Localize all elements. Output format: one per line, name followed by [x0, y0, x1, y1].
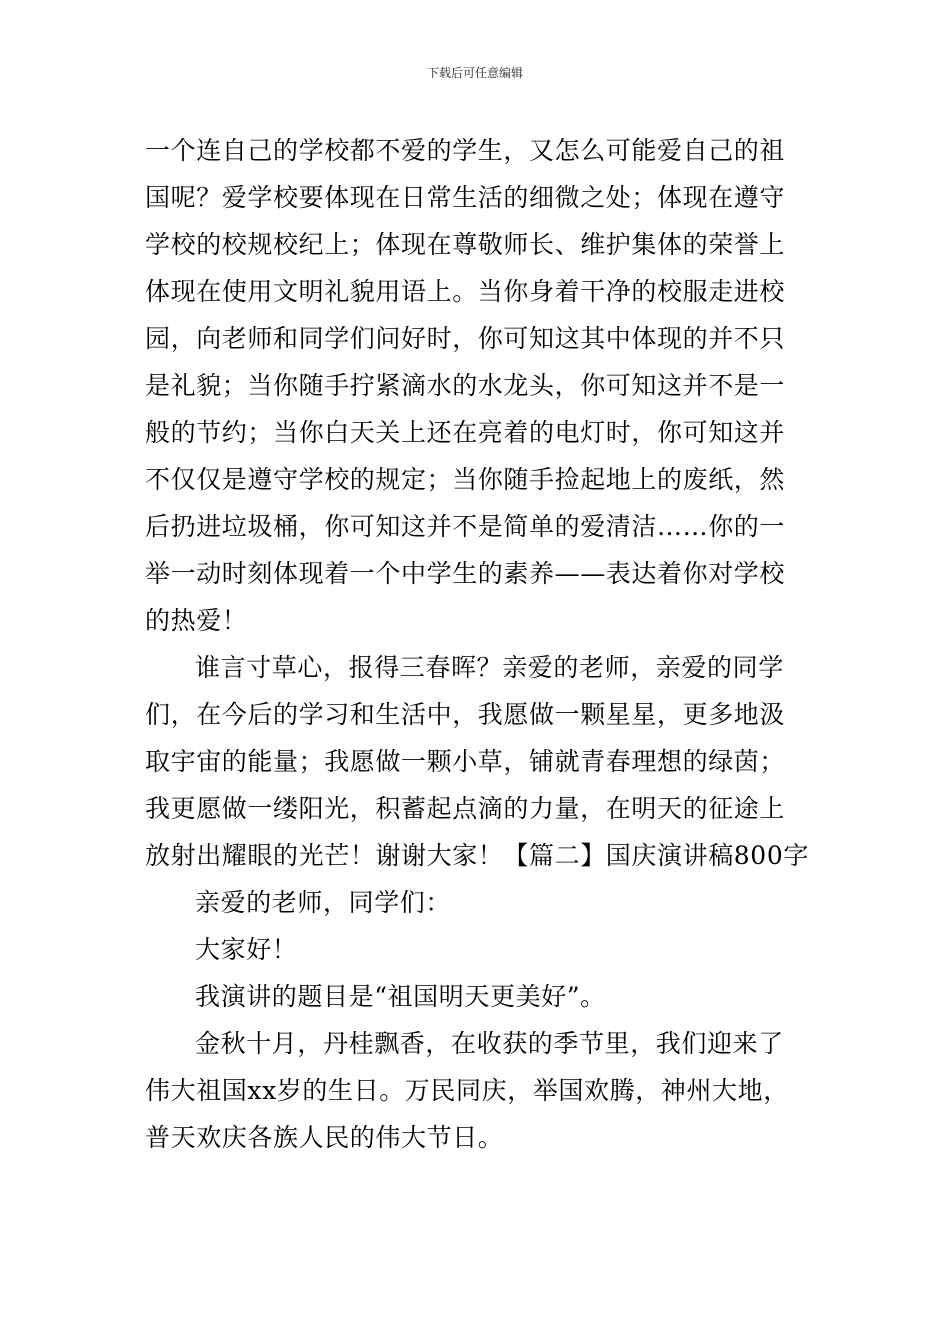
- body-line-1: 一个连自己的学校都不爱的学生，又怎么可能爱自己的祖: [145, 136, 786, 165]
- page-header-note: 下载后可任意编辑: [426, 66, 523, 80]
- body-line-9: 后扔进垃圾桶，你可知这并不是简单的爱清洁……你的一: [145, 512, 786, 541]
- body-line-15: 我更愿做一缕阳光，积蓄起点滴的力量，在明天的征途上: [145, 794, 786, 823]
- body-line-16: 放射出耀眼的光芒！谢谢大家！【篇二】国庆演讲稿800字: [145, 841, 809, 870]
- body-line-21: 伟大祖国xx岁的生日。万民同庆，举国欢腾，神州大地，: [145, 1076, 789, 1105]
- body-line-19: 我演讲的题目是“祖国明天更美好”。: [195, 982, 606, 1011]
- body-line-20: 金秋十月，丹桂飘香，在收获的季节里，我们迎来了: [195, 1029, 784, 1058]
- body-line-3: 学校的校规校纪上；体现在尊敬师长、维护集体的荣誉上: [145, 230, 786, 259]
- body-line-2: 国呢？爱学校要体现在日常生活的细微之处；体现在遵守: [145, 183, 786, 212]
- body-line-4: 体现在使用文明礼貌用语上。当你身着干净的校服走进校: [145, 277, 786, 306]
- body-line-5: 园，向老师和同学们问好时，你可知这其中体现的并不只: [145, 324, 786, 353]
- body-line-7: 般的节约；当你白天关上还在亮着的电灯时，你可知这并: [145, 418, 786, 447]
- body-line-14: 取宇宙的能量；我愿做一颗小草，铺就青春理想的绿茵；: [145, 747, 786, 776]
- body-line-22: 普天欢庆各族人民的伟大节日。: [145, 1123, 504, 1152]
- body-line-13: 们，在今后的学习和生活中，我愿做一颗星星，更多地汲: [145, 700, 786, 729]
- body-line-12: 谁言寸草心，报得三春晖？亲爱的老师，亲爱的同学: [195, 653, 784, 682]
- body-line-10: 举一动时刻体现着一个中学生的素养——表达着你对学校: [145, 559, 786, 588]
- body-line-17: 亲爱的老师，同学们：: [195, 888, 452, 917]
- body-line-18: 大家好！: [195, 935, 298, 964]
- body-line-6: 是礼貌；当你随手拧紧滴水的水龙头，你可知这并不是一: [145, 371, 786, 400]
- body-line-11: 的热爱！: [145, 606, 248, 635]
- body-line-8: 不仅仅是遵守学校的规定；当你随手捡起地上的废纸，然: [145, 465, 786, 494]
